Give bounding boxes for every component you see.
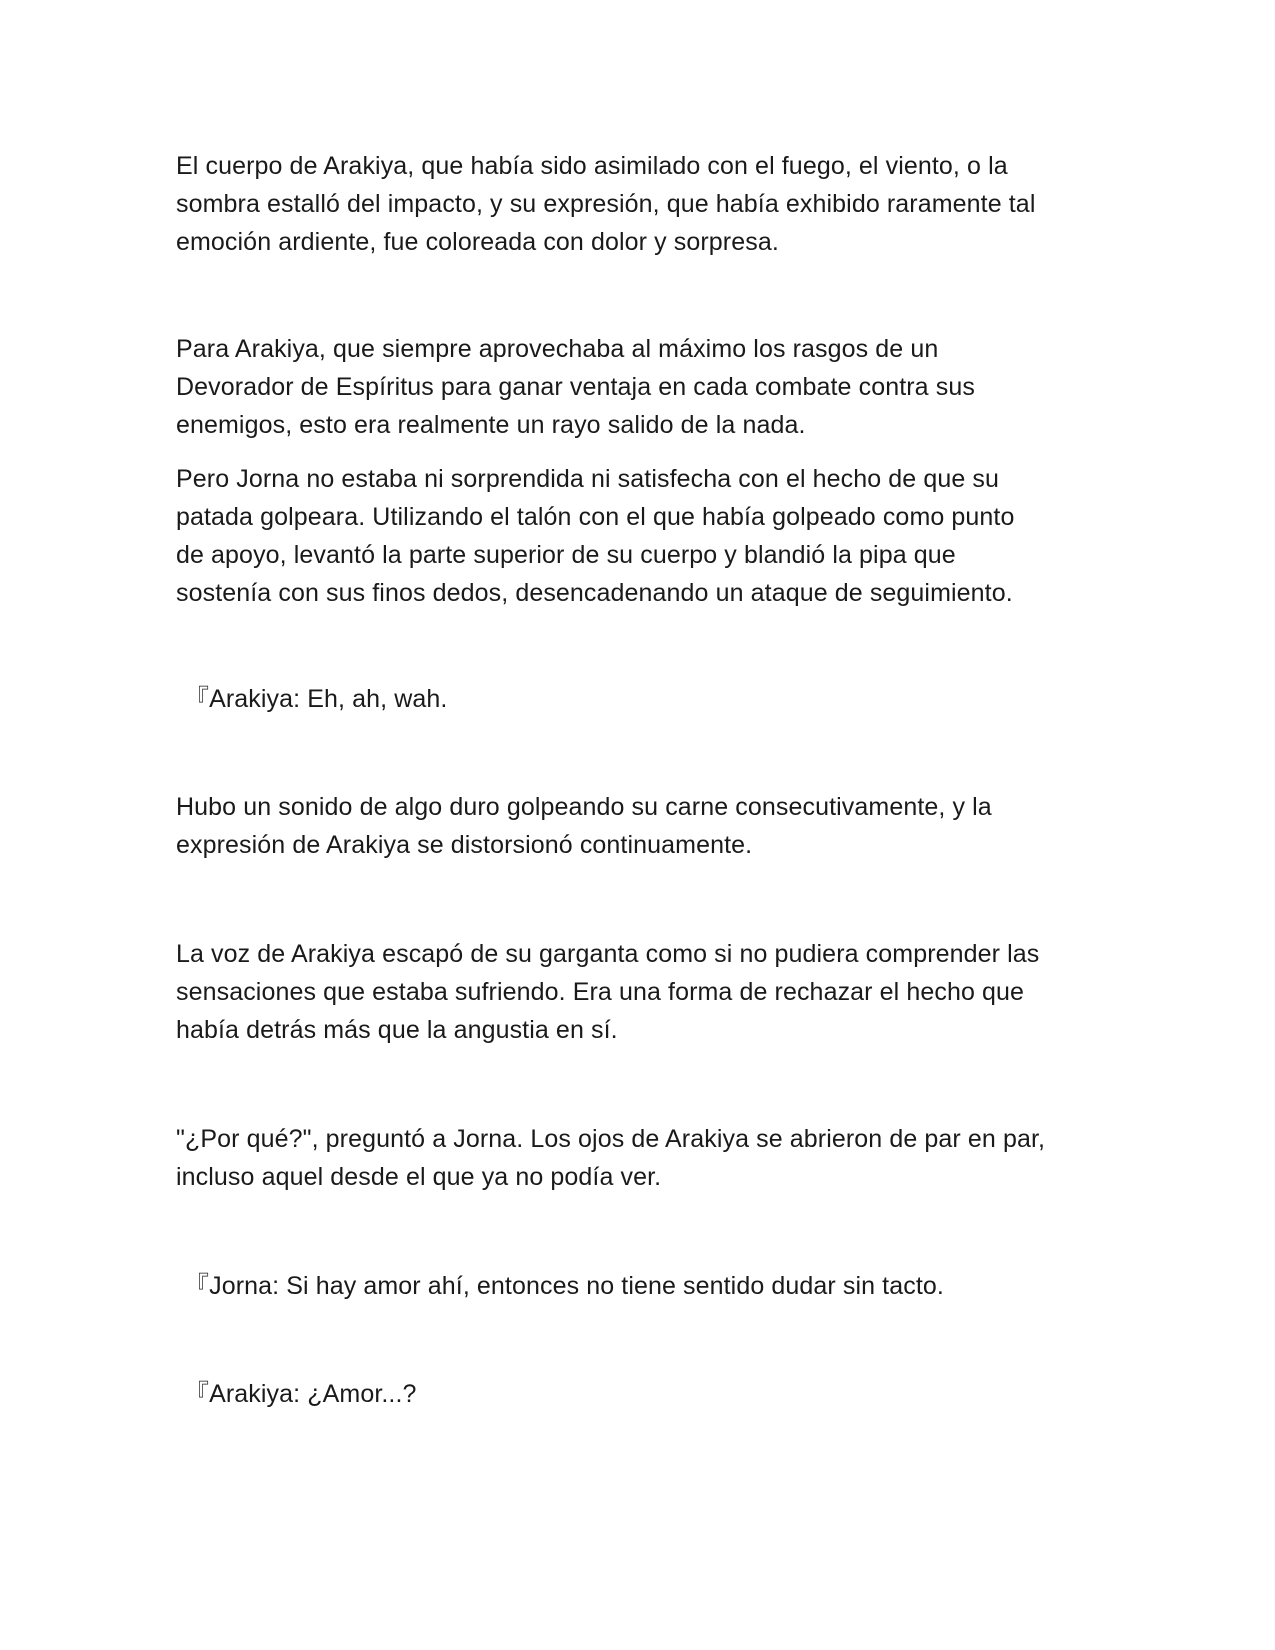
dialogue-arakiya-1 xyxy=(184,680,1104,718)
text-line: de apoyo, levantó la parte superior de su cuerpo y blandió la pipa que xyxy=(176,541,956,569)
text-line: emoción ardiente, fue coloreada con dolor y sorpresa. xyxy=(176,228,779,256)
text-line: sensaciones que estaba sufriendo. Era una forma de rechazar el hecho que xyxy=(176,978,1025,1006)
text-line: enemigos, esto era realmente un rayo salido de la nada. xyxy=(176,411,806,439)
text-line: Para Arakiya, que siempre aprovechaba al máximo los rasgos de un xyxy=(176,335,939,363)
text-line: 『Arakiya: ¿Amor...? xyxy=(184,1380,417,1408)
dialogue-jorna xyxy=(184,1267,1104,1305)
paragraph-arakiya-voice xyxy=(176,935,1096,1049)
text-line: había detrás más que la angustia en sí. xyxy=(176,1016,618,1044)
text-line: 『Arakiya: Eh, ah, wah. xyxy=(184,685,448,713)
text-line: "¿Por qué?", preguntó a Jorna. Los ojos de Arakiya se abrieron de par en par, xyxy=(176,1125,1046,1153)
text-line: patada golpeara. Utilizando el talón con el que había golpeado como punto xyxy=(176,503,1015,531)
paragraph-sound-impact xyxy=(176,788,1096,864)
paragraph-why-question xyxy=(176,1120,1096,1196)
text-line: 『Jorna: Si hay amor ahí, entonces no tiene sentido dudar sin tacto. xyxy=(184,1272,944,1300)
text-line: El cuerpo de Arakiya, que había sido asimilado con el fuego, el viento, o la xyxy=(176,152,1008,180)
text-line: sombra estalló del impacto, y su expresión, que había exhibido raramente tal xyxy=(176,190,1036,218)
text-line: La voz de Arakiya escapó de su garganta como si no pudiera comprender las xyxy=(176,940,1040,968)
text-line: incluso aquel desde el que ya no podía ver. xyxy=(176,1163,662,1191)
text-line: Hubo un sonido de algo duro golpeando su carne consecutivamente, y la xyxy=(176,793,992,821)
paragraph-arakiya-impact xyxy=(176,147,1096,261)
text-line: sostenía con sus finos dedos, desencadenando un ataque de seguimiento. xyxy=(176,579,1013,607)
text-line: Pero Jorna no estaba ni sorprendida ni satisfecha con el hecho de que su xyxy=(176,465,1000,493)
paragraph-jorna-followup xyxy=(176,460,1096,612)
dialogue-arakiya-2 xyxy=(184,1375,1104,1413)
paragraph-spirit-devourer xyxy=(176,330,1096,444)
text-line: expresión de Arakiya se distorsionó continuamente. xyxy=(176,831,753,859)
text-line: Devorador de Espíritus para ganar ventaja en cada combate contra sus xyxy=(176,373,975,401)
